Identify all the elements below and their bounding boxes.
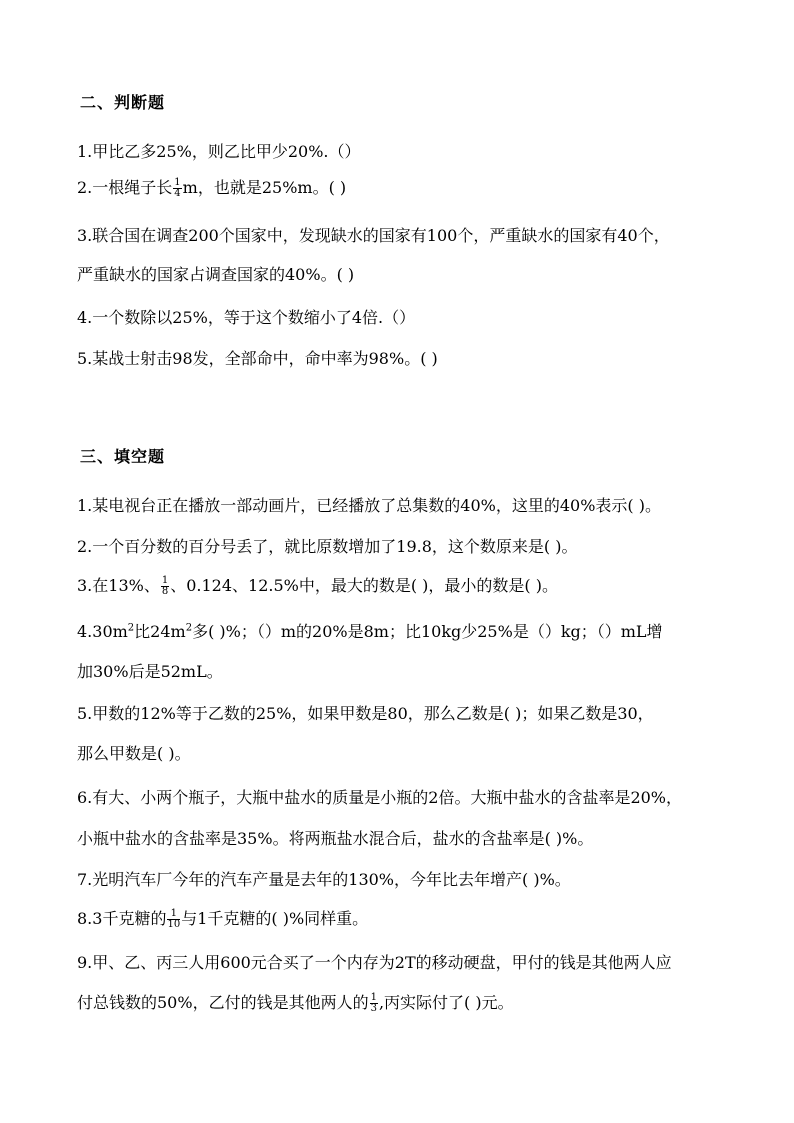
fill-question-4-line1 (77, 622, 663, 642)
fill-question-3 (77, 576, 558, 597)
fraction-one-tenth (167, 909, 180, 930)
judge-question-4: 4.一个数除以25%，等于这个数缩小了4倍.（） (77, 308, 416, 327)
fill-q4-text-b: 比24m (134, 622, 186, 641)
judge-q2-text-a: 2.一根绳子长 (77, 178, 173, 197)
fill-question-9-line2 (77, 993, 514, 1014)
fill-question-4-line2: 加30%后是52mL。 (77, 662, 223, 681)
judge-question-3-line1: 3.联合国在调查200个国家中，发现缺水的国家有100个，严重缺水的国家有40个， (77, 226, 670, 245)
fraction-denominator: 10 (167, 919, 181, 930)
superscript-squared: 2 (185, 622, 193, 634)
fraction-one-third (370, 993, 378, 1014)
fraction-denominator: 4 (174, 188, 181, 199)
fill-question-2: 2.一个百分数的百分号丢了，就比原数增加了19.8，这个数原来是( )。 (77, 537, 578, 556)
fraction-numerator: 1 (370, 992, 377, 1003)
fraction-one-quarter (173, 178, 181, 199)
fill-question-5-line2: 那么甲数是( )。 (77, 744, 191, 763)
fraction-one-eighth (161, 576, 169, 597)
fill-question-1: 1.某电视台正在播放一部动画片，已经播放了总集数的40%，这里的40%表示( )。 (77, 496, 661, 515)
fraction-numerator: 1 (167, 909, 180, 920)
fill-q3-text-a: 3.在13%、 (77, 576, 160, 595)
fill-q3-text-b: 、0.124、12.5%中，最大的数是( )，最小的数是( )。 (170, 576, 558, 595)
fill-question-8 (77, 909, 368, 930)
fill-q4-text-c: 多( )%；（）m的20%是8m；比10kg少25%是（）kg；（）mL增 (192, 622, 663, 641)
fraction-denominator: 8 (161, 586, 169, 597)
fraction-numerator: 1 (161, 575, 169, 586)
fill-question-7: 7.光明汽车厂今年的汽车产量是去年的130%，今年比去年增产( )%。 (77, 870, 571, 889)
fraction-denominator: 3 (370, 1003, 377, 1014)
fill-q9-text-b: ,丙实际付了( )元。 (378, 993, 514, 1012)
superscript-squared: 2 (127, 622, 135, 634)
judge-q2-text-b: m，也就是25%m。( ) (182, 178, 347, 197)
judge-question-3-line2: 严重缺水的国家占调查国家的40%。( ) (77, 265, 355, 284)
fill-question-6-line1: 6.有大、小两个瓶子，大瓶中盐水的质量是小瓶的2倍。大瓶中盐水的含盐率是20%， (77, 788, 683, 807)
judge-question-2 (77, 178, 346, 199)
fill-q4-text-a: 4.30m (77, 622, 128, 641)
fill-question-6-line2: 小瓶中盐水的含盐率是35%。将两瓶盐水混合后，盐水的含盐率是( )%。 (77, 829, 594, 848)
judge-question-5: 5.某战士射击98发，全部命中，命中率为98%。( ) (77, 349, 438, 368)
fill-q8-text-b: 与1千克糖的( )%同样重。 (181, 909, 369, 928)
section-heading-fill: 三、填空题 (80, 447, 166, 466)
fill-q9-text-a: 付总钱数的50%，乙付的钱是其他两人的 (77, 993, 369, 1012)
section-heading-judge: 二、判断题 (80, 93, 166, 112)
fill-q8-text-a: 8.3千克糖的 (77, 909, 167, 928)
fraction-numerator: 1 (174, 177, 181, 188)
judge-question-1: 1.甲比乙多25%，则乙比甲少20%.（） (77, 142, 361, 161)
fill-question-5-line1: 5.甲数的12%等于乙数的25%，如果甲数是80，那么乙数是( )；如果乙数是30， (77, 704, 654, 723)
fill-question-9-line1: 9.甲、乙、丙三人用600元合买了一个内存为2T的移动硬盘，甲付的钱是其他两人应 (77, 953, 672, 972)
